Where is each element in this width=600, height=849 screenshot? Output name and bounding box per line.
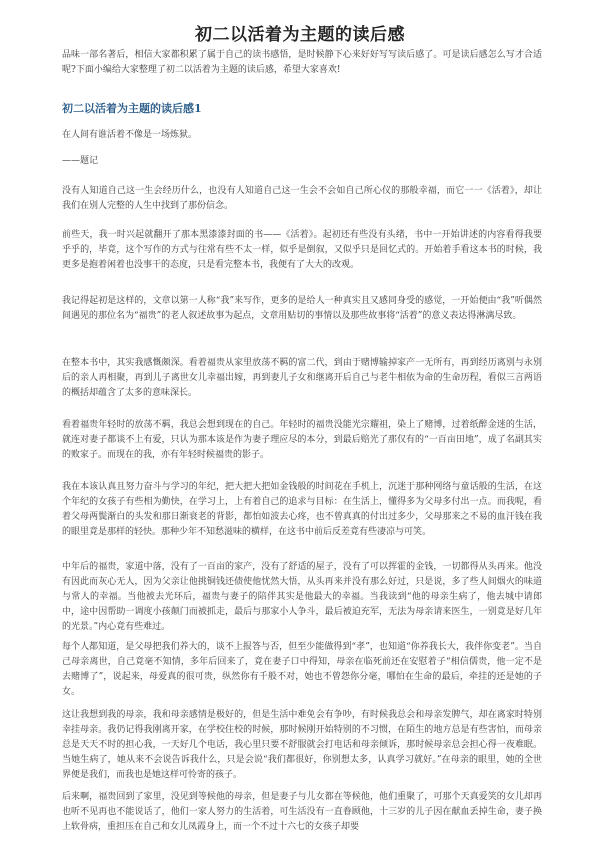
section-heading: 初二以活着为主题的读后感1: [62, 102, 202, 115]
intro-paragraph: 品味一部名著后，相信大家都积累了属于自己的读书感悟，是时候静下心来好好写写读后感了。可是读后感怎么写才合适呢?下面小编给大家整理了初二以活着为主题的读后感，希望大家喜欢!: [62, 50, 542, 75]
page-title: 初二以活着为主题的读后感: [195, 25, 405, 45]
body-paragraph: 看着福贵年轻时的放荡不羁，我总会想到现在的自己。年轻时的福贵没能光宗耀祖，染上了赌博，过着纸醉金迷的生活，就连对妻子都谈不上有爱，只认为那本该是作为妻子理应尽的本分，到最后赔光了那仅有的“一百亩田地”，成了名副其实的败家子。而现在的我，亦有年轻时候福贵的影子。: [62, 420, 542, 460]
epigraph: 在人间有谁活着不像是一场炼狱。: [62, 130, 198, 140]
body-paragraph: 我在本该认真且努力奋斗与学习的年纪，把大把大把如金钱般的时间花在手机上，沉迷于那种网络与童话般的生活，在这个年纪的女孩子有些相为勤快，在学习上，上有着自己的追求与目标：在生活上，懂得多为父母多付出一点。而我呢，看着父母两鬓渐白的头发和那日渐衰老的背影，都怕如波去心疼，也不曾真真的付出过多少，父母那来之不易的血汗钱在我的眼里竟是那样的轻快。那种少年不知愁滋味的横样，在这书中前后反差竟有些凄凉与可笑。: [62, 482, 542, 537]
body-paragraph: 在整本书中，其实我感慨颇深。看着福贵从家里放荡不羁的富二代，到由于赌博输掉家产一无所有，再到经历离别与永别后的亲人再相聚，再到儿子离世女儿幸福出嫁，再到妻儿子女和继离开后自己与老牛相依为命的生命历程，看似三言两语的概括却蕴含了太多的意味深长。: [62, 358, 542, 398]
body-paragraph: 没有人知道自己这一生会经历什么，也没有人知道自己这一生会不会如自己所心仪的那般幸福，而它一一《活着》，却让我们在别人完整的人生中找到了那份信念。: [62, 186, 542, 211]
body-paragraph: 中年后的福贵，家道中落，没有了一百亩的家产，没有了舒适的屋子，没有了可以挥霍的金钱，一切都得从头再来。他没有因此而灰心无人，因为父亲让他挑铜钱还债使他忧然大悟，从头再来并没有那么好过，只是说，多了些人间烟火的味道与常人的幸福。当他被去光环后，福贵与妻子的陪伴其实是他最大的幸福。当我读到“他的母亲生病了，他去城中请郎中，途中因帮助一调度小孩颠门而被抓走，最后与那家小人争斗，最后被迫充军，无法为母亲请来医生，一别竟是好几年的光景。”内心竟有些难过。: [62, 562, 542, 632]
body-paragraph: 我记得起初是这样的，文章以第一人称“我”来写作，更多的是给人一种真实且又感同身受的感觉，一开始便由“我”听偶然间遇见的那位名为“福贵”的老人叙述故事为起点，文章用贴切的事情以及那些故事将“活着”的意义表达得淋漓尽致。: [62, 296, 542, 321]
body-paragraph: 前些天，我一时兴起就翻开了那本黑漆漆封面的书——《活着》。起初还有些没有头绪，书中一开始讲述的内容看得我要乎乎的，毕竟，这个写作的方式与往常有些不太一样，似乎是倒叙，又似乎只是回忆式的。开始着手看这本书的时候，我更多是抱着闲着也没事干的态度，只是看完整本书，我便有了大大的改观。: [62, 230, 542, 270]
epigraph-attribution: ——题记: [62, 156, 99, 166]
body-paragraph: 每个人都知道，是父母把我们养大的，谈不上报答与否，但至少能做得到“孝”，也知道“你养我长大，我伴你变老”。当自己母亲离世，自己竟毫不知情，多年后回来了，竟在妻子口中得知，母亲在临死前还在安慰着子“相信儒贵，他一定不是去赌博了”，说起来，母爱真的很可贵，纵然你有千般不对，她也不曾怨你分毫，哪怕在生命的最后，牵挂的还是她的子女。: [62, 642, 542, 697]
body-paragraph: 后来啊，福贵回到了家里，没见到等候他的母亲，但是妻子与儿女都在等候他，他们重聚了，可那个天真爱笑的女儿却再也听不见再也不能说话了，他们一家人努力的生活着，可生活没有一直眷顾他，十三岁的儿子因在献血丢掉生命，妻子换上软骨病，重担压在自己和女儿凤霞身上，而一个不过十六七的女孩子却要: [62, 792, 542, 832]
body-paragraph: 这让我想到我的母亲，我和母亲感情是极好的，但是生活中难免会有争吵，有时候我总会和母亲发脾气，却在离家时特别幸挂母亲。我仍记得我刚离开家，在学校住校的时候，那时候刚开始特别的不习惯，在陌生的地方总是有些害怕，而母亲总是天天不时的担心我，一天好几个电话，我心里只要不舒服就会打电话和母亲倾诉，那时候母亲总会担心得一夜难眠。当她生病了，她从来不会说告诉我什么，只是会说“我们都很好，你别想太多，认真学习就好。”在母亲的眼里，她的全世界便是我们，而我也是她这样可怜寄的孩子。: [62, 710, 542, 780]
